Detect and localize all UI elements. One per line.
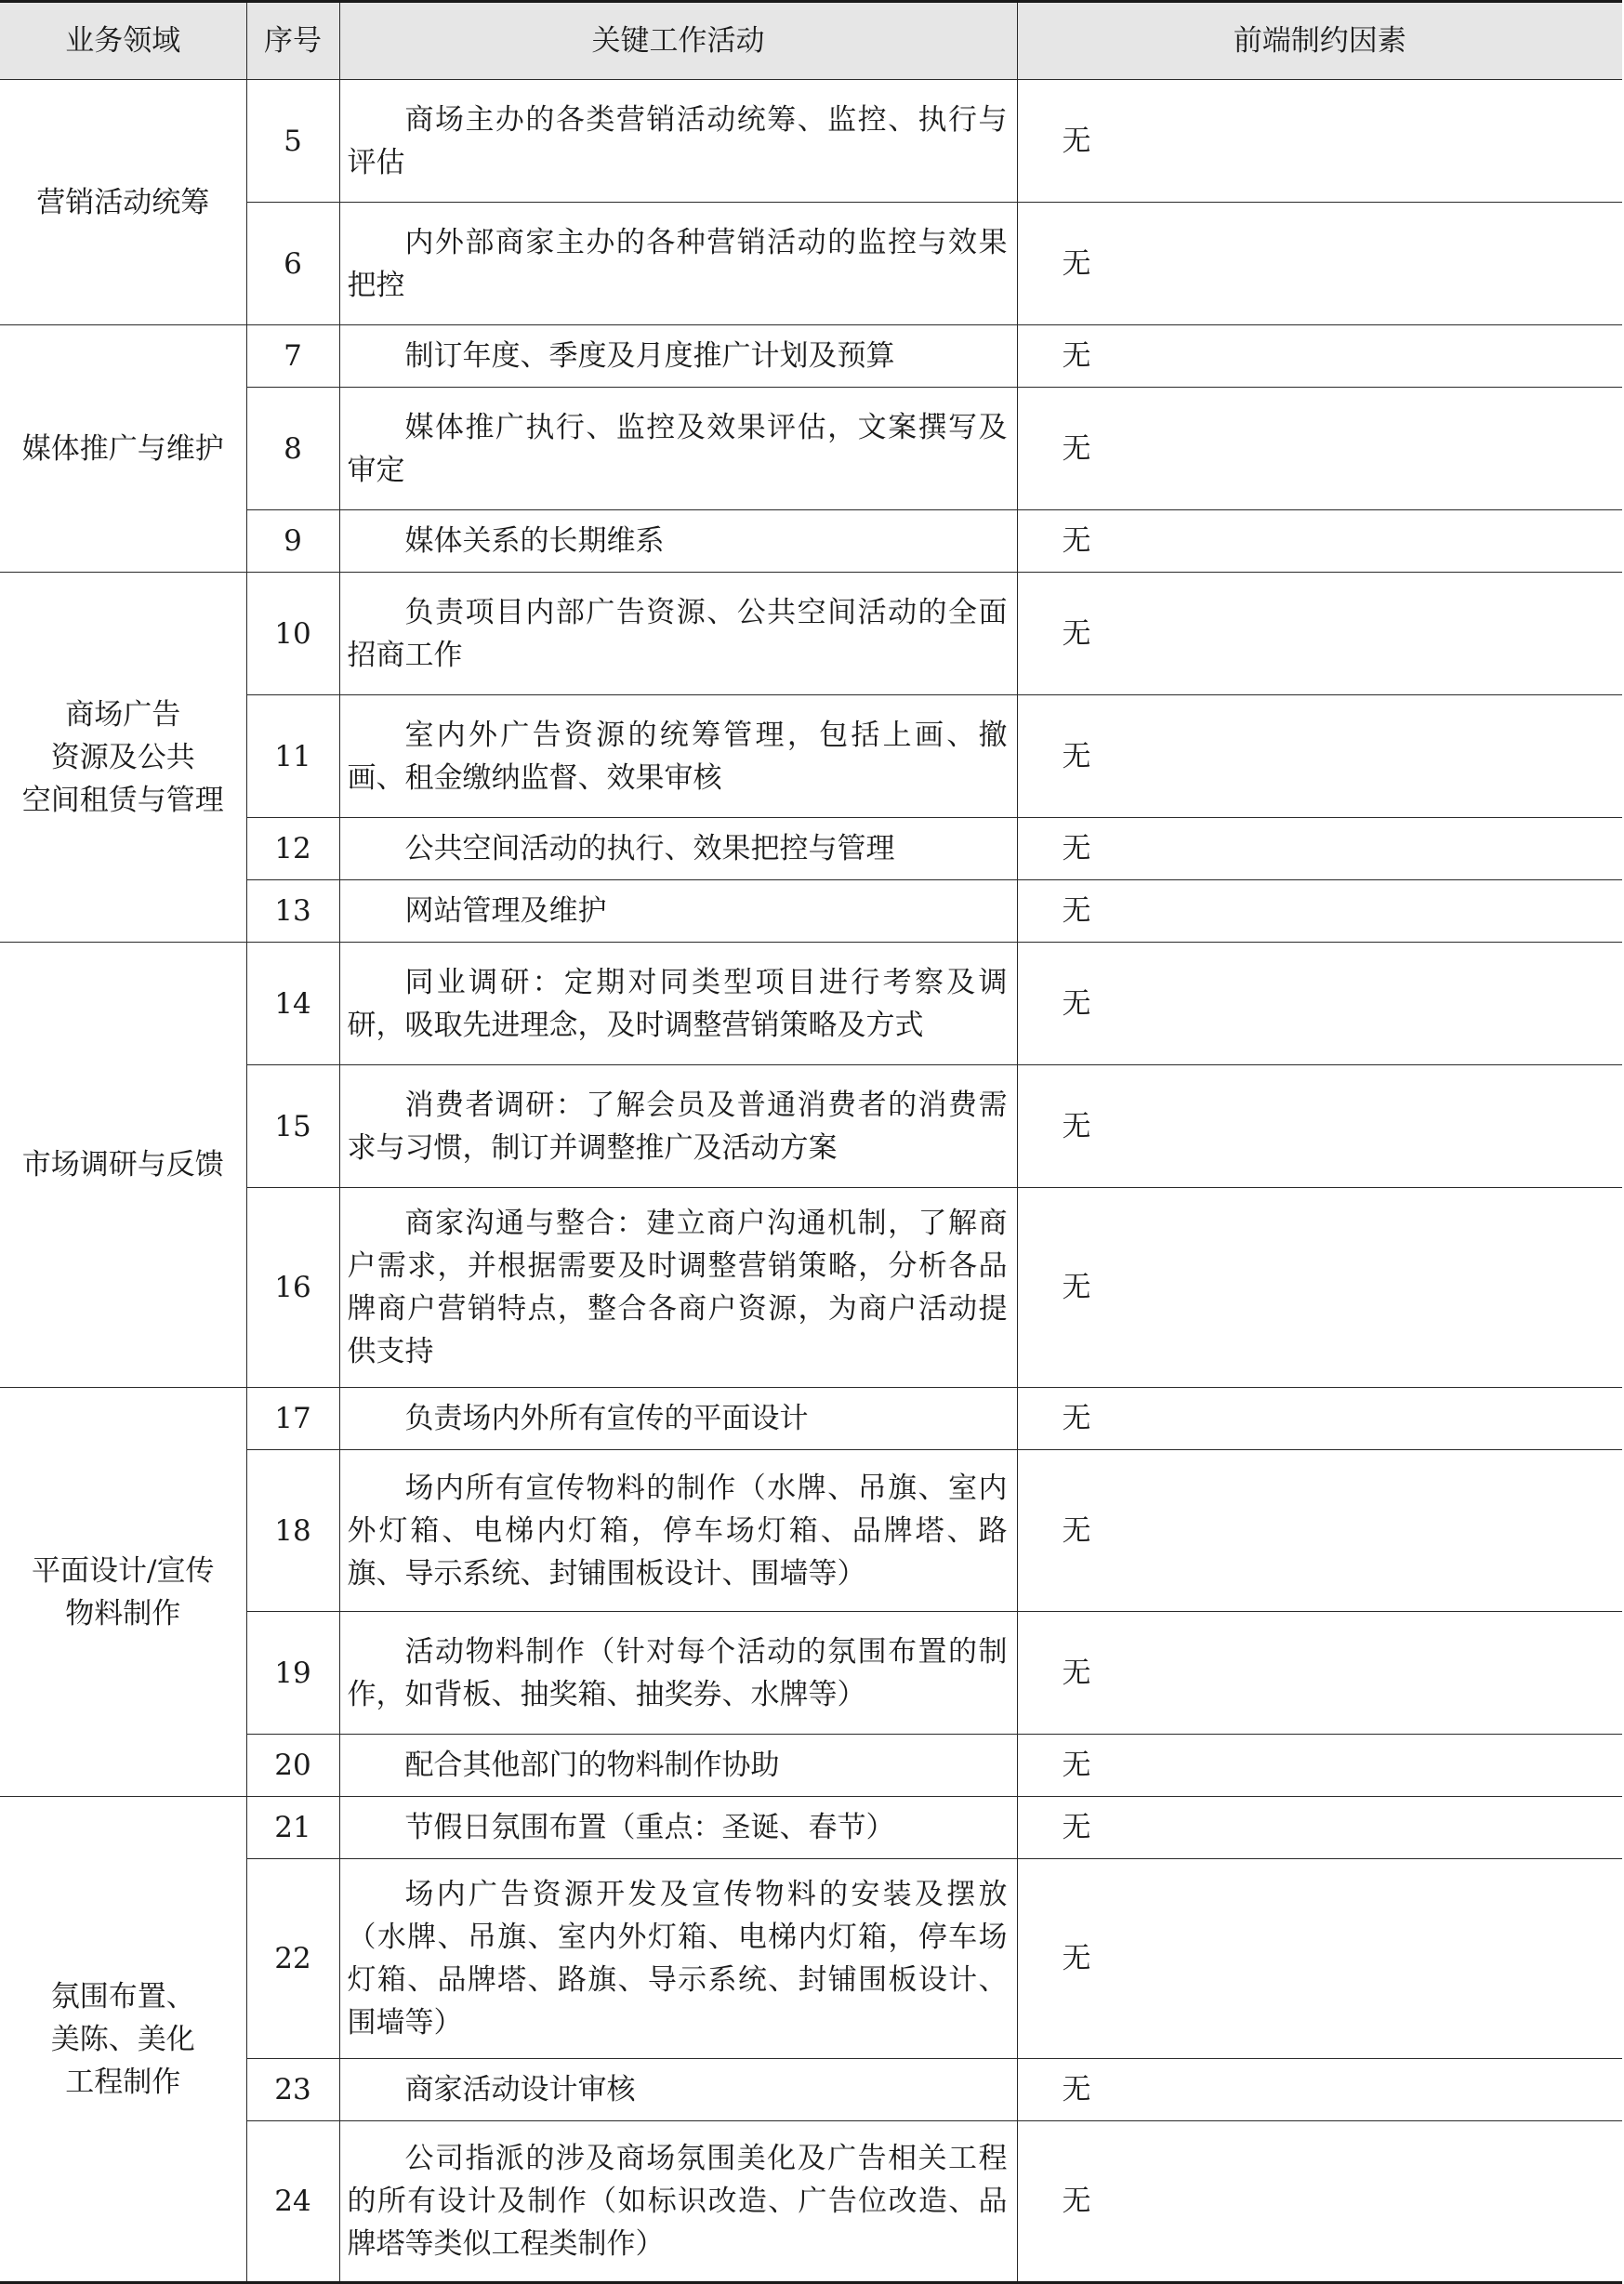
- activity-cell: 公共空间活动的执行、效果把控与管理: [339, 818, 1017, 880]
- activity-cell: 场内所有宣传物料的制作（水牌、吊旗、室内外灯箱、电梯内灯箱，停车场灯箱、品牌塔、路旗、导示系统、封铺围板设计、围墙等）: [339, 1450, 1017, 1612]
- seq-cell: 20: [246, 1735, 339, 1797]
- seq-cell: 15: [246, 1065, 339, 1188]
- constraint-cell: 无: [1017, 943, 1622, 1065]
- domain-line: 美陈、美化: [50, 2022, 195, 2056]
- constraint-cell: 无: [1017, 203, 1622, 325]
- table-row: [0, 80, 1622, 203]
- domain-cell: [0, 1797, 246, 2283]
- seq-cell: 5: [246, 80, 339, 203]
- constraint-cell: 无: [1017, 80, 1622, 203]
- seq-cell: 8: [246, 388, 339, 510]
- domain-cell: 营销活动统筹: [0, 80, 246, 325]
- activity-cell: 商家活动设计审核: [339, 2059, 1017, 2121]
- constraint-cell: 无: [1017, 388, 1622, 510]
- seq-cell: 18: [246, 1450, 339, 1612]
- activity-cell: 制订年度、季度及月度推广计划及预算: [339, 325, 1017, 388]
- activity-cell: 公司指派的涉及商场氛围美化及广告相关工程的所有设计及制作（如标识改造、广告位改造、品牌塔等类似工程类制作）: [339, 2121, 1017, 2283]
- seq-cell: 9: [246, 510, 339, 573]
- constraint-cell: 无: [1017, 1450, 1622, 1612]
- header-constraint: 前端制约因素: [1017, 2, 1622, 80]
- header-seq: 序号: [246, 2, 339, 80]
- domain-line: 商场广告: [65, 697, 181, 732]
- constraint-cell: 无: [1017, 818, 1622, 880]
- domain-line: 平面设计/宣传: [32, 1553, 215, 1588]
- seq-cell: 12: [246, 818, 339, 880]
- seq-cell: 7: [246, 325, 339, 388]
- table-row: [0, 1388, 1622, 1450]
- domain-line: 氛围布置、: [50, 1979, 195, 2013]
- seq-cell: 11: [246, 695, 339, 818]
- table-row: [0, 1797, 1622, 1859]
- constraint-cell: 无: [1017, 1859, 1622, 2059]
- seq-cell: 13: [246, 880, 339, 943]
- activity-cell: 负责场内外所有宣传的平面设计: [339, 1388, 1017, 1450]
- activity-cell: 同业调研：定期对同类型项目进行考察及调研，吸取先进理念，及时调整营销策略及方式: [339, 943, 1017, 1065]
- domain-line: 物料制作: [65, 1596, 181, 1630]
- seq-cell: 22: [246, 1859, 339, 2059]
- activity-cell: 内外部商家主办的各种营销活动的监控与效果把控: [339, 203, 1017, 325]
- activity-cell: 节假日氛围布置（重点：圣诞、春节）: [339, 1797, 1017, 1859]
- header-activity: 关键工作活动: [339, 2, 1017, 80]
- constraint-cell: 无: [1017, 573, 1622, 695]
- activity-cell: 媒体推广执行、监控及效果评估，文案撰写及审定: [339, 388, 1017, 510]
- activity-cell: 消费者调研：了解会员及普通消费者的消费需求与习惯，制订并调整推广及活动方案: [339, 1065, 1017, 1188]
- header-domain: 业务领域: [0, 2, 246, 80]
- seq-cell: 6: [246, 203, 339, 325]
- activity-cell: 媒体关系的长期维系: [339, 510, 1017, 573]
- constraint-cell: 无: [1017, 1797, 1622, 1859]
- constraint-cell: 无: [1017, 1188, 1622, 1388]
- seq-cell: 19: [246, 1612, 339, 1735]
- table-row: [0, 325, 1622, 388]
- activity-cell: 室内外广告资源的统筹管理，包括上画、撤画、租金缴纳监督、效果审核: [339, 695, 1017, 818]
- activity-cell: 负责项目内部广告资源、公共空间活动的全面招商工作: [339, 573, 1017, 695]
- constraint-cell: 无: [1017, 1388, 1622, 1450]
- activity-cell: 场内广告资源开发及宣传物料的安装及摆放（水牌、吊旗、室内外灯箱、电梯内灯箱，停车场灯箱、品牌塔、路旗、导示系统、封铺围板设计、围墙等）: [339, 1859, 1017, 2059]
- domain-cell: [0, 1388, 246, 1797]
- domain-line: 空间租赁与管理: [21, 783, 224, 817]
- seq-cell: 24: [246, 2121, 339, 2283]
- table-row: [0, 943, 1622, 1065]
- domain-cell: 市场调研与反馈: [0, 943, 246, 1388]
- activity-cell: 活动物料制作（针对每个活动的氛围布置的制作，如背板、抽奖箱、抽奖券、水牌等）: [339, 1612, 1017, 1735]
- table-header-row: [0, 2, 1622, 80]
- seq-cell: 16: [246, 1188, 339, 1388]
- constraint-cell: 无: [1017, 1735, 1622, 1797]
- table-row: [0, 573, 1622, 695]
- seq-cell: 10: [246, 573, 339, 695]
- constraint-cell: 无: [1017, 880, 1622, 943]
- activity-cell: 商场主办的各类营销活动统筹、监控、执行与评估: [339, 80, 1017, 203]
- seq-cell: 21: [246, 1797, 339, 1859]
- constraint-cell: 无: [1017, 695, 1622, 818]
- seq-cell: 23: [246, 2059, 339, 2121]
- domain-cell: [0, 573, 246, 943]
- seq-cell: 14: [246, 943, 339, 1065]
- activity-cell: 商家沟通与整合：建立商户沟通机制，了解商户需求，并根据需要及时调整营销策略，分析各品牌商户营销特点，整合各商户资源，为商户活动提供支持: [339, 1188, 1017, 1388]
- domain-cell: 媒体推广与维护: [0, 325, 246, 573]
- domain-line: 资源及公共: [50, 740, 195, 774]
- domain-line: 工程制作: [65, 2065, 181, 2099]
- activity-cell: 网站管理及维护: [339, 880, 1017, 943]
- constraint-cell: 无: [1017, 325, 1622, 388]
- seq-cell: 17: [246, 1388, 339, 1450]
- constraint-cell: 无: [1017, 2121, 1622, 2283]
- constraint-cell: 无: [1017, 1065, 1622, 1188]
- activity-cell: 配合其他部门的物料制作协助: [339, 1735, 1017, 1797]
- constraint-cell: 无: [1017, 510, 1622, 573]
- constraint-cell: 无: [1017, 1612, 1622, 1735]
- constraint-cell: 无: [1017, 2059, 1622, 2121]
